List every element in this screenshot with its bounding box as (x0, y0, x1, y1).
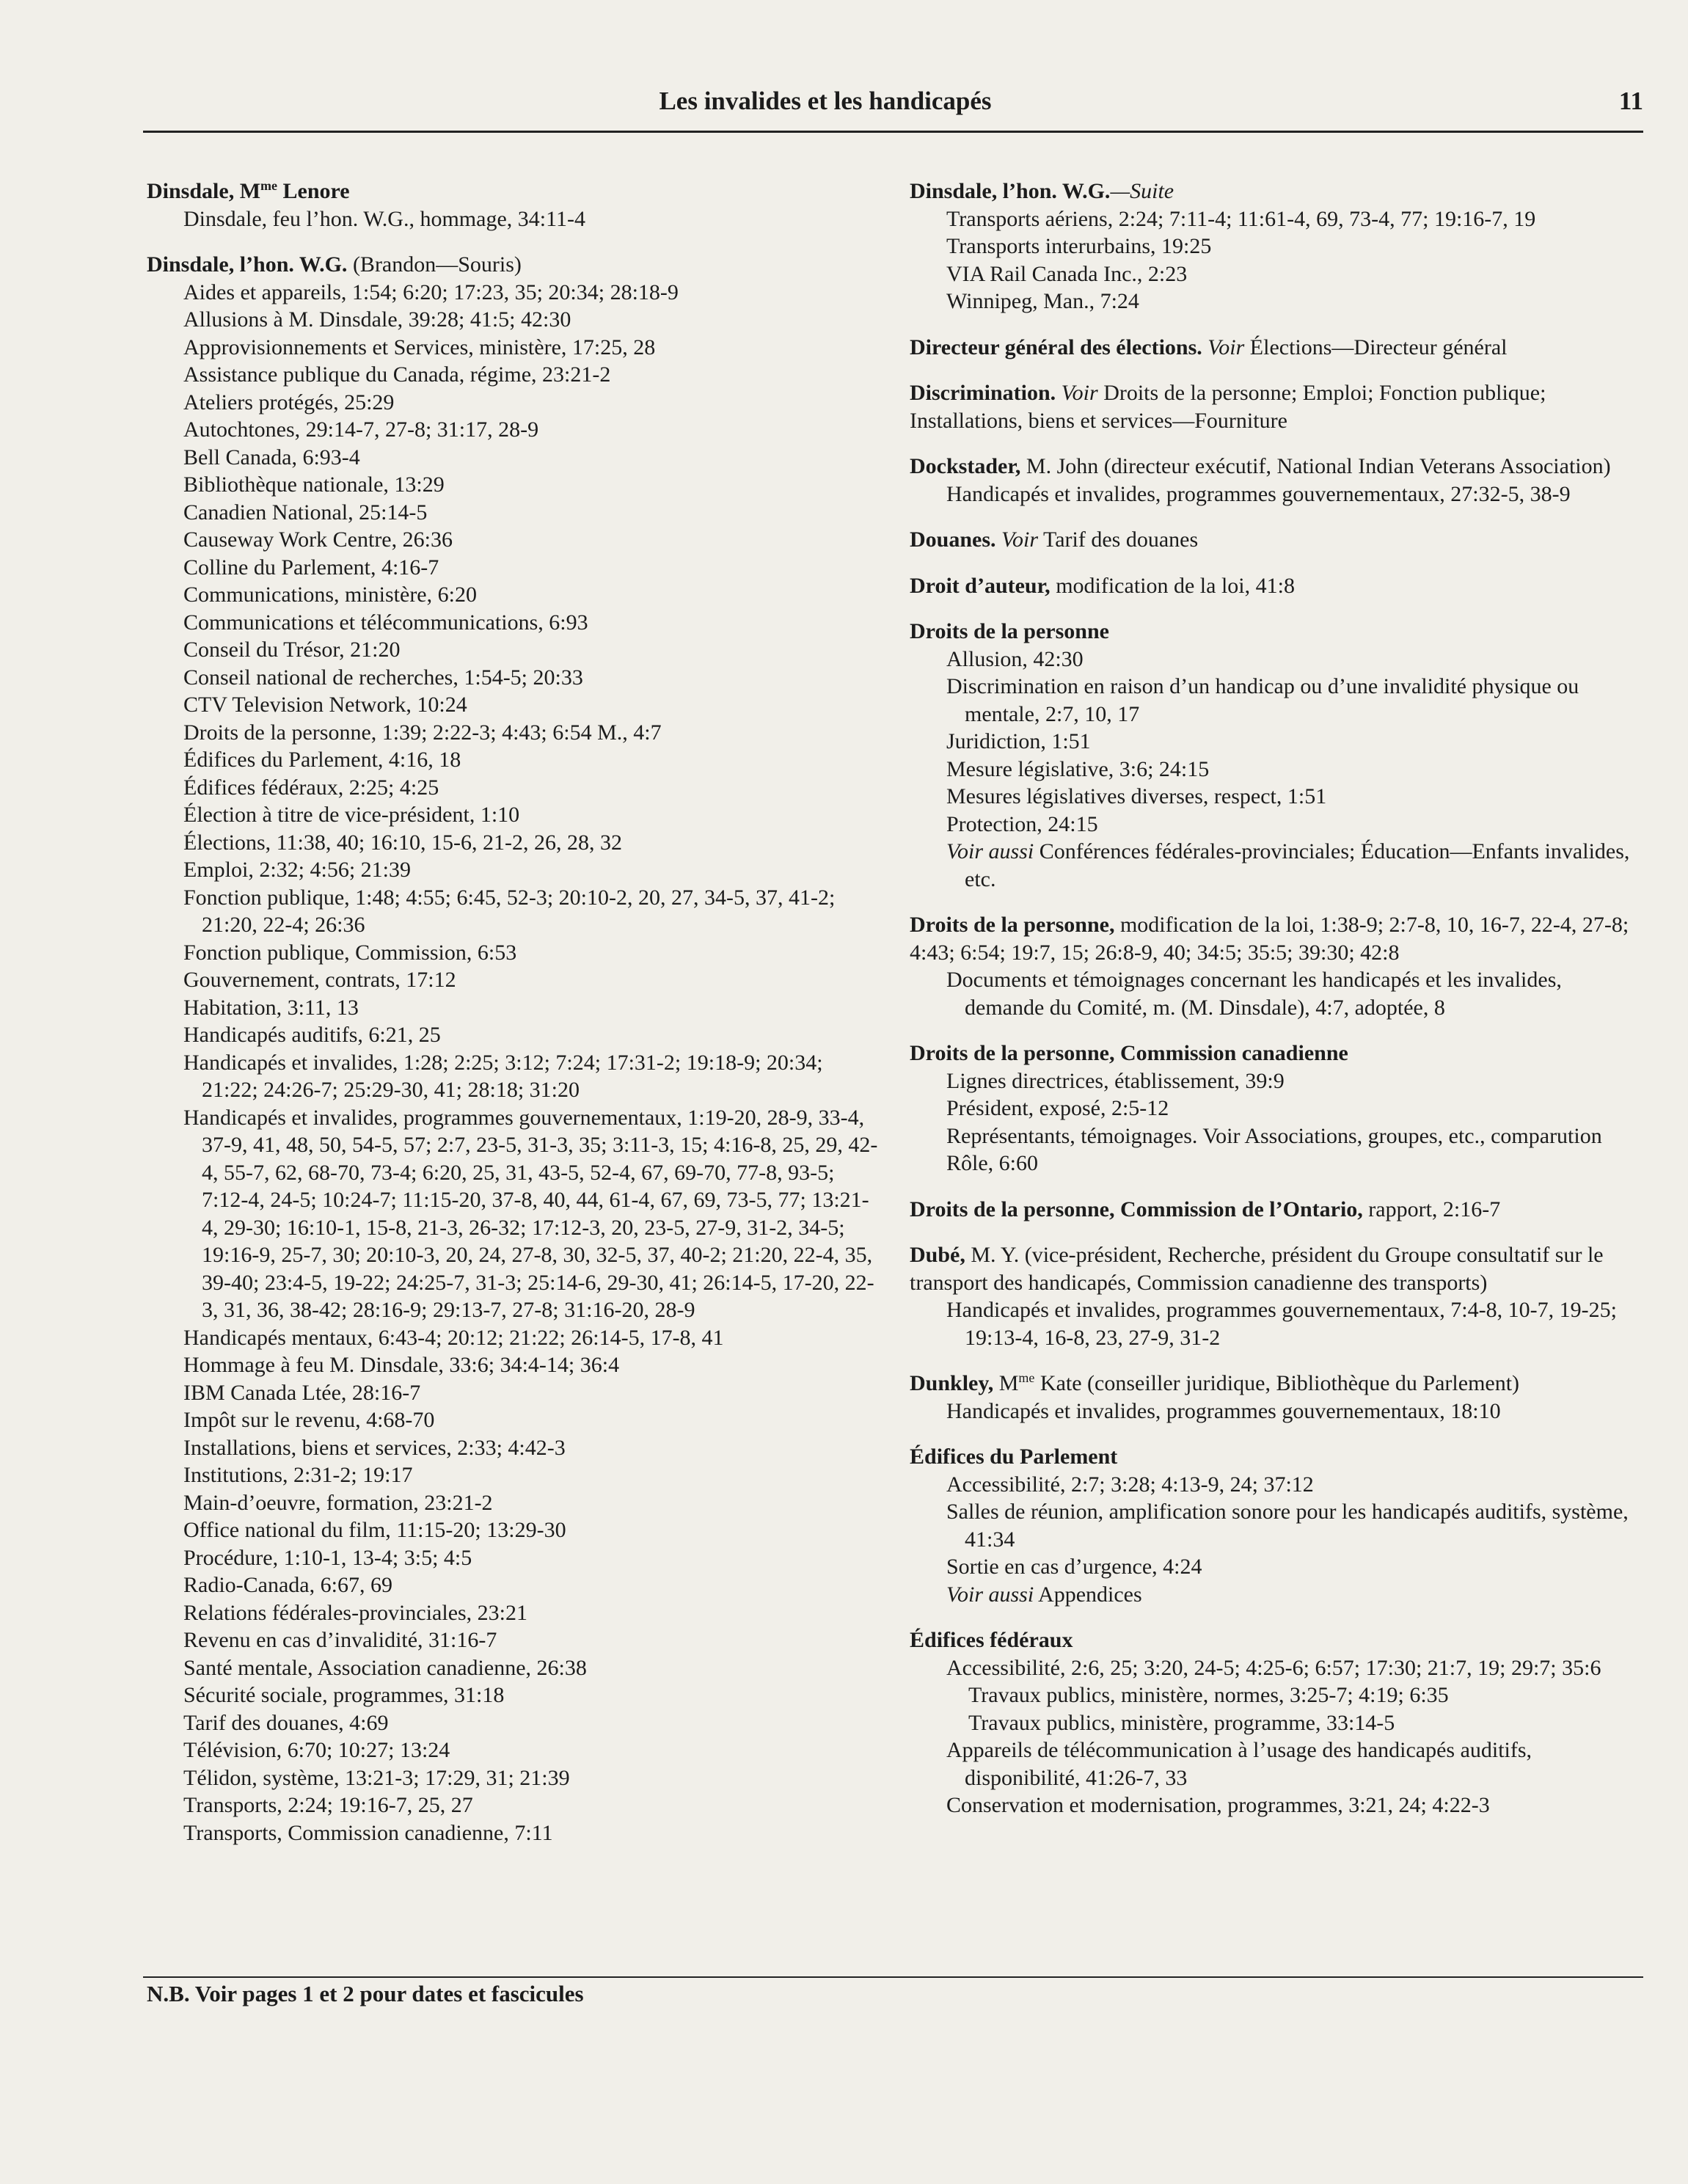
entry-sub: Accessibilité, 2:7; 3:28; 4:13-9, 24; 37:12 (946, 1472, 1314, 1497)
entry-sub: Appareils de télécommunication à l’usage des handicapés auditifs, disponibilité, 41:26-7, 33 (946, 1738, 1532, 1790)
index-entry (910, 526, 1643, 554)
entry-sub: Bibliothèque nationale, 13:29 (183, 472, 445, 497)
entry-sub: Conservation et modernisation, programmes, 3:21, 24; 4:22-3 (946, 1793, 1490, 1817)
entry-sub: Transports interurbains, 19:25 (946, 234, 1212, 258)
entry-sub: Relations fédérales-provinciales, 23:21 (183, 1600, 528, 1625)
entry-sub: Office national du film, 11:15-20; 13:29-30 (183, 1518, 566, 1542)
heading-bold: Dubé, (910, 1243, 965, 1267)
index-entry (910, 572, 1643, 600)
entry-sub: Assistance publique du Canada, régime, 23:21-2 (183, 362, 611, 387)
entry-sub: Transports, Commission canadienne, 7:11 (183, 1820, 553, 1845)
heading-rest: modification de la loi, 41:8 (1050, 573, 1295, 598)
index-entry (910, 1626, 1643, 1819)
heading-bold: Édifices du Parlement (910, 1445, 1118, 1469)
entry-sub: Handicapés mentaux, 6:43-4; 20:12; 21:22; 26:14-5, 17-8, 41 (183, 1325, 724, 1350)
heading-rest: M. Y. (vice-président, Recherche, président du Groupe consultatif sur le transport des handicapés, Commission canadienne des transports) (910, 1243, 1604, 1295)
entry-sub: Salles de réunion, amplification sonore pour les handicapés auditifs, système, 41:34 (946, 1500, 1629, 1552)
heading-bold: Droits de la personne, (910, 913, 1115, 937)
see-also-label: Voir aussi (946, 1582, 1034, 1607)
entry-sub: Handicapés et invalides, 1:28; 2:25; 3:12; 7:24; 17:31-2; 19:18-9; 20:34; 21:22; 24:26-7; 25:29-30, 41; 28:18; 31:20 (183, 1050, 823, 1102)
see-also-text: Conférences fédérales-provinciales; Éducation—Enfants invalides, etc. (965, 839, 1630, 891)
header-rule (143, 131, 1643, 133)
entry-sub: Fonction publique, Commission, 6:53 (183, 940, 517, 965)
voir-label: Voir (1001, 527, 1039, 552)
entry-subsub: Travaux publics, ministère, normes, 3:25-7; 4:19; 6:35 (968, 1683, 1449, 1707)
entry-sub: Radio-Canada, 6:67, 69 (183, 1573, 392, 1597)
heading-bold: Discrimination. (910, 381, 1056, 405)
entry-heading (910, 1626, 1643, 1654)
heading-sup: me (1018, 1370, 1035, 1385)
entry-sub: Procédure, 1:10-1, 13-4; 3:5; 4:5 (183, 1545, 472, 1570)
index-entry (910, 1040, 1643, 1177)
entry-heading: Dinsdale, $M^{me}$ Lenore (147, 178, 350, 203)
entry-sub: Droits de la personne, 1:39; 2:22-3; 4:43; 6:54 M., 4:7 (183, 720, 662, 745)
entry-sub: Documents et témoignages concernant les handicapés et les invalides, demande du Comité, m. (M. Dinsdale), 4:7, adoptée, 8 (946, 968, 1562, 1020)
entry-sub: Édifices fédéraux, 2:25; 4:25 (183, 775, 439, 800)
entry-sub: Handicapés et invalides, programmes gouvernementaux, 7:4-8, 10-7, 19-25; 19:13-4, 16-8, 23, 27-9, 31-2 (946, 1298, 1617, 1350)
index-entry (910, 618, 1643, 893)
index-entry (910, 379, 1643, 434)
entry-sub: Hommage à feu M. Dinsdale, 33:6; 34:4-14; 36:4 (183, 1353, 620, 1377)
entry-sub: Dinsdale, feu l’hon. W.G., hommage, 34:11-4 (183, 206, 585, 231)
heading-bold: Dunkley, (910, 1371, 994, 1395)
entry-heading: Dinsdale, l’hon. W.G. (Brandon—Souris) (147, 252, 522, 277)
heading-rest: Tarif des douanes (1038, 527, 1199, 552)
entry-heading (910, 1040, 1643, 1067)
entry-heading (910, 453, 1643, 481)
entry-sub: Lignes directrices, établissement, 39:9 (946, 1068, 1285, 1093)
entry-heading (910, 1443, 1643, 1471)
entry-sub: Télidon, système, 13:21-3; 17:29, 31; 21:39 (183, 1765, 570, 1790)
entry-sub: Sortie en cas d’urgence, 4:24 (946, 1555, 1202, 1579)
entry-heading (910, 572, 1643, 600)
entry-heading (910, 911, 1643, 966)
entry-sub: Aides et appareils, 1:54; 6:20; 17:23, 35; 20:34; 28:18-9 (183, 280, 679, 304)
entry-heading (910, 379, 1643, 434)
footer-note: N.B. Voir pages 1 et 2 pour dates et fascicules (147, 1981, 584, 2006)
index-entry (910, 334, 1643, 362)
heading-bold: Dockstader, (910, 454, 1021, 478)
running-head (143, 87, 1643, 131)
entry-sub: Discrimination en raison d’un handicap ou d’une invalidité physique ou mentale, 2:7, 10, 17 (946, 674, 1579, 726)
index-entry (910, 178, 1643, 315)
entry-sub: Communications, ministère, 6:20 (183, 582, 477, 607)
entry-sub: Télévision, 6:70; 10:27; 13:24 (183, 1738, 450, 1762)
index-entry (910, 1196, 1643, 1224)
entry-sub: Conseil national de recherches, 1:54-5; 20:33 (183, 665, 583, 690)
entry-sub: Santé mentale, Association canadienne, 26:38 (183, 1655, 587, 1680)
heading-bold: Directeur général des élections. (910, 335, 1202, 359)
entry-sub: Conseil du Trésor, 21:20 (183, 638, 401, 662)
entry-sub: Tarif des douanes, 4:69 (183, 1710, 389, 1735)
entry-sub: Transports aériens, 2:24; 7:11-4; 11:61-4, 69, 73-4, 77; 19:16-7, 19 (946, 206, 1536, 231)
heading-rest: Droits de la personne; Emploi; Fonction publique; Installations, biens et services—Fourniture (910, 381, 1546, 433)
entry-sub: Autochtones, 29:14-7, 27-8; 31:17, 28-9 (183, 417, 539, 442)
entry-sub: Winnipeg, Man., 7:24 (946, 289, 1139, 313)
entry-sub: Canadien National, 25:14-5 (183, 500, 428, 525)
entry-sub: Accessibilité, 2:6, 25; 3:20, 24-5; 4:25-6; 6:57; 17:30; 21:7, 19; 29:7; 35:6 (946, 1655, 1601, 1680)
entry-sub: Transports, 2:24; 19:16-7, 25, 27 (183, 1793, 473, 1817)
entry-sub: Causeway Work Centre, 26:36 (183, 527, 453, 552)
entry-sub: Communications et télécommunications, 6:93 (183, 610, 588, 635)
entry-sub: Main-d’oeuvre, formation, 23:21-2 (183, 1490, 493, 1515)
entry-heading (910, 1370, 1643, 1398)
entry-sub: Élection à titre de vice-président, 1:10 (183, 803, 520, 827)
index-entry (910, 1241, 1643, 1351)
entry-sub: Représentants, témoignages. Voir Associations, groupes, etc., comparution (946, 1123, 1602, 1148)
heading-suite: —Suite (1110, 179, 1174, 203)
entry-heading (910, 334, 1643, 362)
entry-sub: Juridiction, 1:51 (946, 729, 1091, 753)
entry-sub: Bell Canada, 6:93-4 (183, 445, 360, 470)
entry-sub: Édifices du Parlement, 4:16, 18 (183, 748, 461, 772)
entry-sub: Fonction publique, 1:48; 4:55; 6:45, 52-3; 20:10-2, 20, 27, 34-5, 37, 41-2; 21:20, 22-4; 26:36 (183, 885, 836, 937)
entry-sub: Handicapés et invalides, programmes gouvernementaux, 18:10 (946, 1398, 1501, 1423)
heading-rest: Kate (conseiller juridique, Bibliothèque du Parlement) (1034, 1371, 1520, 1395)
heading-rest: M. John (directeur exécutif, National Indian Veterans Association) (1020, 454, 1611, 478)
entry-sub: Installations, biens et services, 2:33; 4:42-3 (183, 1435, 566, 1460)
heading-bold: Droits de la personne (910, 619, 1109, 643)
heading-bold: Dinsdale, l’hon. W.G. (910, 179, 1111, 203)
entry-sub: Handicapés et invalides, programmes gouvernementaux, 1:19-20, 28-9, 33-4, 37-9, 41, 48, 50, 54-5, 57; 2:7, 23-5, 31-3, 35; 3:11-3, 15; 4:16-8, 25, 29, 42-4, 55-7, 62, 68-70, 73-4; 6:20, 25, 31, 43-5, 52-4, 67, 69-70, 77-8, 93-5; 7:12-4, 24-5; 10:24-7; 11:15-20, 37-8, 40, 44, 61-4, 67, 69, 73-5, 77; 13:21-4, 29-30; 16:10-1, 15-8, 21-3, 26-32; 17:12-3, 20, 23-5, 27-9, 31-2, 34-5; 19:16-9, 25-7, 30; 20:10-3, 20, 24, 27-8, 30, 32-5, 37, 40-2; 21:20, 22-4, 35, 39-40; 23:4-5, 19-22; 24:25-7, 31-3; 25:14-6, 29-30, 41; 26:14-5, 17-20, 22-3, 31, 36, 38-42; 28:16-9; 29:13-7, 27-8; 31:16-20, 28-9 (183, 1105, 878, 1322)
entry-sub: IBM Canada Ltée, 28:16-7 (183, 1380, 421, 1405)
footer-rule (143, 1976, 1643, 1978)
right-column (910, 178, 1643, 1838)
entry-sub: Élections, 11:38, 40; 16:10, 15-6, 21-2, 26, 28, 32 (183, 830, 623, 855)
index-entry (147, 178, 880, 233)
entry-sub: Sécurité sociale, programmes, 31:18 (183, 1683, 505, 1707)
entry-sub: Ateliers protégés, 25:29 (183, 390, 395, 414)
heading-rest: M (993, 1371, 1019, 1395)
heading-bold: Douanes. (910, 527, 996, 552)
entry-sub: Allusion, 42:30 (946, 646, 1084, 671)
entry-heading (910, 618, 1643, 646)
index-entry (147, 251, 880, 1847)
voir-label: Voir (1207, 335, 1245, 359)
entry-sub: Habitation, 3:11, 13 (183, 995, 359, 1020)
entry-heading (910, 1196, 1643, 1224)
entry-sub: Handicapés et invalides, programmes gouvernementaux, 27:32-5, 38-9 (946, 481, 1571, 506)
heading-rest: Élections—Directeur général (1244, 335, 1508, 359)
see-also-label: Voir aussi (946, 839, 1034, 863)
heading-bold: Droits de la personne, Commission de l’Ontario, (910, 1197, 1363, 1221)
entry-sub: Mesures législatives diverses, respect, 1:51 (946, 784, 1327, 808)
entry-heading (910, 178, 1643, 205)
entry-sub: Gouvernement, contrats, 17:12 (183, 968, 456, 992)
entry-sub: Président, exposé, 2:5-12 (946, 1096, 1169, 1120)
see-also (910, 1581, 1643, 1609)
entry-sub: Revenu en cas d’invalidité, 31:16-7 (183, 1628, 497, 1652)
entry-sub: Institutions, 2:31-2; 19:17 (183, 1463, 413, 1487)
heading-rest: rapport, 2:16-7 (1362, 1197, 1501, 1221)
entry-subsub: Travaux publics, ministère, programme, 33:14-5 (968, 1710, 1395, 1735)
entry-sub: Approvisionnements et Services, ministère, 17:25, 28 (183, 335, 656, 359)
running-title: Les invalides et les handicapés (659, 87, 992, 115)
entry-sub: VIA Rail Canada Inc., 2:23 (946, 261, 1188, 286)
entry-heading (910, 526, 1643, 554)
voir-label: Voir (1061, 381, 1098, 405)
see-also-text: Appendices (1034, 1582, 1142, 1607)
left-column (147, 178, 880, 1865)
entry-sub: Rôle, 6:60 (946, 1151, 1038, 1175)
see-also (910, 838, 1643, 893)
entry-sub: Handicapés auditifs, 6:21, 25 (183, 1023, 441, 1047)
entry-heading (910, 1241, 1643, 1296)
entry-sub: Colline du Parlement, 4:16-7 (183, 555, 439, 580)
entry-sub: Protection, 24:15 (946, 811, 1098, 836)
heading-rest: modification de la loi, 1:38-9; 2:7-8, 10, 16-7, 22-4, 27-8; 4:43; 6:54; 19:7, 15; 26:8-9, 40; 34:5; 35:5; 39:30; 42:8 (910, 913, 1629, 965)
heading-bold: Édifices fédéraux (910, 1628, 1073, 1652)
page-number: 11 (1618, 87, 1643, 115)
heading-bold: Droits de la personne, Commission canadienne (910, 1041, 1348, 1065)
entry-sub: CTV Television Network, 10:24 (183, 693, 467, 717)
index-entry (910, 453, 1643, 508)
index-entry (910, 911, 1643, 1021)
index-entry (910, 1443, 1643, 1608)
entry-sub: Emploi, 2:32; 4:56; 21:39 (183, 858, 412, 882)
entry-sub: Allusions à M. Dinsdale, 39:28; 41:5; 42:30 (183, 307, 571, 332)
index-entry (910, 1370, 1643, 1425)
entry-sub: Mesure législative, 3:6; 24:15 (946, 756, 1210, 781)
heading-bold: Droit d’auteur, (910, 573, 1051, 598)
entry-sub: Impôt sur le revenu, 4:68-70 (183, 1408, 435, 1432)
